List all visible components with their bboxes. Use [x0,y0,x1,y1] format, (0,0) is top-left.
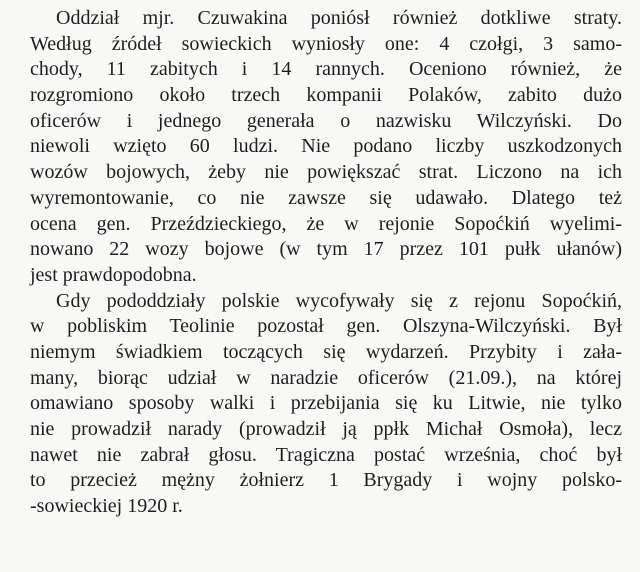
text-line: nawet nie zabrał głosu. Tragiczna postać września, choć był [30,443,622,466]
text-line: -sowieckiej 1920 r. [30,495,183,518]
text-line: w pobliskim Teolinie pozostał gen. Olszyna-Wilczyński. Był [30,315,622,338]
text-line: Według źródeł sowieckich wyniosły one: 4 czołgi, 3 samo- [30,32,622,55]
text-line: omawiano sposoby walki i przebijania się ku Litwie, nie tylko [30,392,622,415]
text-line: Gdy pododdziały polskie wycofywały się z rejonu Sopoćkiń, [56,289,622,312]
paragraph [30,6,622,289]
text-line: nie prowadził narady (prowadził ją ppłk Michał Osmoła), lecz [30,418,622,440]
text-line: niewoli wzięto 60 ludzi. Nie podano liczby uszkodzonych [30,135,622,158]
body-text [30,6,622,520]
text-line: ocena gen. Przeździeckiego, że w rejonie Sopoćkiń wyelimi- [30,212,622,235]
text-line: to przecież mężny żołnierz 1 Brygady i wojny polsko- [30,469,622,492]
paragraph [30,289,622,520]
text-line: wyremontowanie, co nie zawsze się udawało. Dlatego też [30,186,622,209]
text-line: oficerów i jednego generała o nazwisku Wilczyński. Do [30,109,622,132]
text-line: rozgromiono około trzech kompanii Polaków, zabito dużo [30,84,622,107]
text-line: many, biorąc udział w naradzie oficerów (21.09.), na której [30,366,622,389]
text-line: Oddział mjr. Czuwakina poniósł również dotkliwe straty. [56,7,622,29]
text-line: wozów bojowych, żeby nie powiększać strat. Liczono na ich [30,161,622,184]
text-line: nowano 22 wozy bojowe (w tym 17 przez 101 pułk ułanów) [30,238,622,261]
text-line: chody, 11 zabitych i 14 rannych. Oceniono również, że [30,58,622,81]
text-line: jest prawdopodobna. [30,263,197,286]
text-line: niemym świadkiem toczących się wydarzeń. Przybity i zała- [30,340,622,363]
